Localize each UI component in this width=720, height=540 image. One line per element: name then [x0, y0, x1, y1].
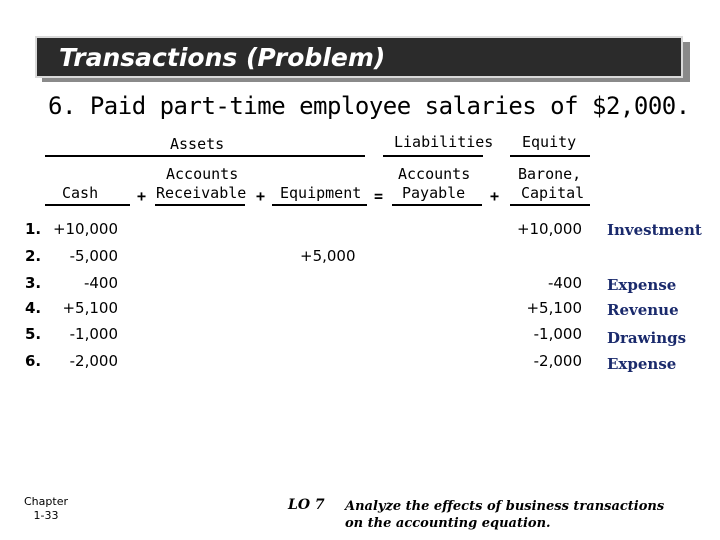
equipment-header: Equipment: [280, 184, 362, 202]
equals-sign: =: [374, 187, 384, 205]
lo-text-line2: on the accounting equation.: [345, 516, 551, 531]
plus-sign: +: [256, 187, 266, 205]
row-number: 2.: [25, 247, 42, 265]
capital-header-line2: Capital: [521, 184, 585, 202]
slide-title: Transactions (Problem): [59, 43, 386, 72]
equipment-value: +5,000: [300, 247, 356, 265]
row-number: 1.: [25, 220, 42, 238]
row-number: 6.: [25, 352, 42, 370]
row-label: Investment: [607, 221, 702, 239]
row-label: Drawings: [607, 329, 687, 347]
ap-header-line1: Accounts: [398, 165, 471, 183]
row-number: 3.: [25, 274, 42, 292]
cash-value: +10,000: [52, 220, 118, 238]
ap-rule: [392, 204, 482, 206]
cash-value: -1,000: [69, 325, 118, 343]
cash-value: +5,100: [62, 299, 118, 317]
cash-value: -400: [83, 274, 118, 292]
capital-value: +5,100: [526, 299, 582, 317]
row-number: 4.: [25, 299, 42, 317]
transaction-description: 6. Paid part-time employee salaries of $2,000.: [48, 92, 690, 120]
equity-rule: [510, 155, 590, 157]
capital-value: +10,000: [516, 220, 582, 238]
learning-objective-number: LO 7: [288, 497, 325, 513]
chapter-reference: [18, 495, 74, 523]
capital-value: -1,000: [533, 325, 582, 343]
row-label: Expense: [607, 276, 677, 294]
plus-sign: +: [490, 187, 500, 205]
ap-header-line2: Payable: [402, 184, 466, 202]
chapter-page: 1-33: [33, 509, 59, 522]
equity-header: Equity: [522, 133, 577, 151]
row-label: Expense: [607, 355, 677, 373]
equipment-rule: [272, 204, 367, 206]
ar-header-line2: Receivable: [156, 184, 247, 202]
capital-header-line1: Barone,: [518, 165, 582, 183]
liabilities-header: Liabilities: [394, 133, 494, 151]
cash-value: -2,000: [69, 352, 118, 370]
cash-rule: [45, 204, 130, 206]
capital-value: -2,000: [533, 352, 582, 370]
liabilities-rule: [383, 155, 483, 157]
assets-header: Assets: [170, 135, 225, 153]
assets-rule: [45, 155, 365, 157]
chapter-label: Chapter: [24, 495, 68, 508]
plus-sign: +: [137, 187, 147, 205]
capital-value: -400: [547, 274, 582, 292]
cash-header: Cash: [62, 184, 99, 202]
lo-text-line1: Analyze the effects of business transactions: [345, 499, 665, 514]
ar-rule: [155, 204, 245, 206]
cash-value: -5,000: [69, 247, 118, 265]
learning-objective-text: [345, 498, 664, 532]
row-label: Revenue: [607, 301, 679, 319]
ar-header-line1: Accounts: [166, 165, 239, 183]
row-number: 5.: [25, 325, 42, 343]
capital-rule: [510, 204, 590, 206]
title-banner: [35, 36, 683, 78]
